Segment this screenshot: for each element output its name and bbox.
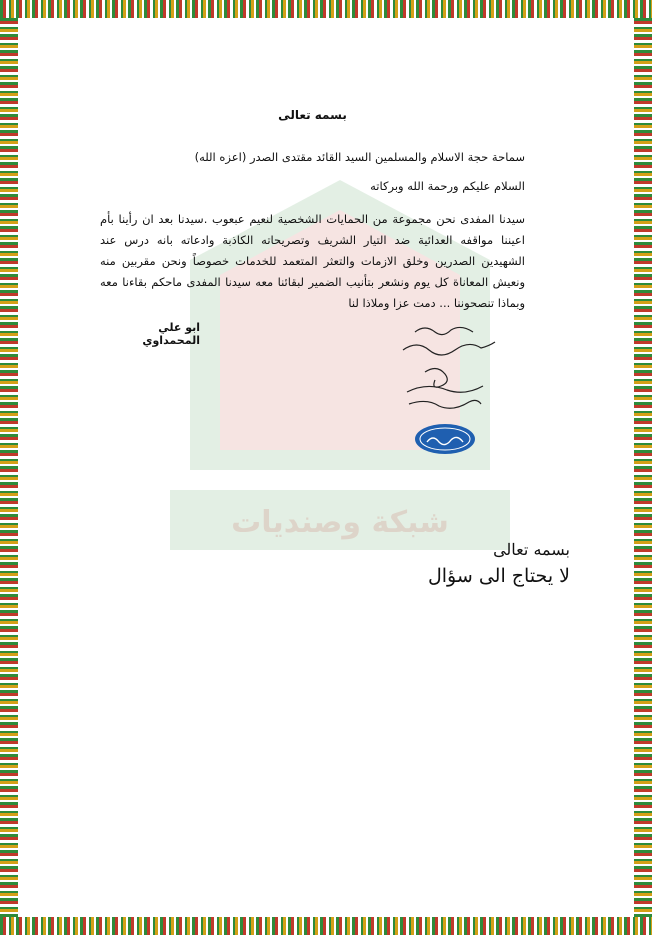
decorative-border-left [0, 18, 18, 917]
decorative-border-right [634, 18, 652, 917]
letter-sender: ابو علي المحمداوي [142, 321, 200, 347]
decorative-border-top [0, 0, 652, 18]
answer-text: لا يحتاج الى سؤال [427, 565, 570, 587]
letter-greeting: السلام عليكم ورحمة الله وبركاته [370, 179, 525, 193]
blue-seal-stamp [413, 422, 477, 456]
letter-body: سيدنا المفدى نحن مجموعة من الحمايات الشخصية لنعيم عبعوب .سيدنا بعد ان رأينا بأم اعيننا مواقفه العدائية ضد التيار الشريف وتصريحاته الكاذبة وادعاته بانه درس عند الشهيدين الصدرين وخلق الازمات والتعثر المتعمد للخدمات خصوصاً ونحن مقربين منه ونعيش المعاناة كل يوم ونشعر بتأنيب الضمير لبقائنا معه سيدنا المفدى ماحكم بقاءنا معه وبماذا تنصحوننا ... دمت عزا وملاذا لنا [100, 212, 525, 310]
answer-heading: بسمه تعالى [493, 540, 570, 559]
letter-heading: بسمه تعالى [278, 108, 347, 122]
watermark-text: شبكة وصنديات [231, 505, 449, 540]
decorative-border-bottom [0, 917, 652, 935]
letter-address: سماحة حجة الاسلام والمسلمين السيد القائد مقتدى الصدر (اعزه الله) [194, 150, 525, 164]
